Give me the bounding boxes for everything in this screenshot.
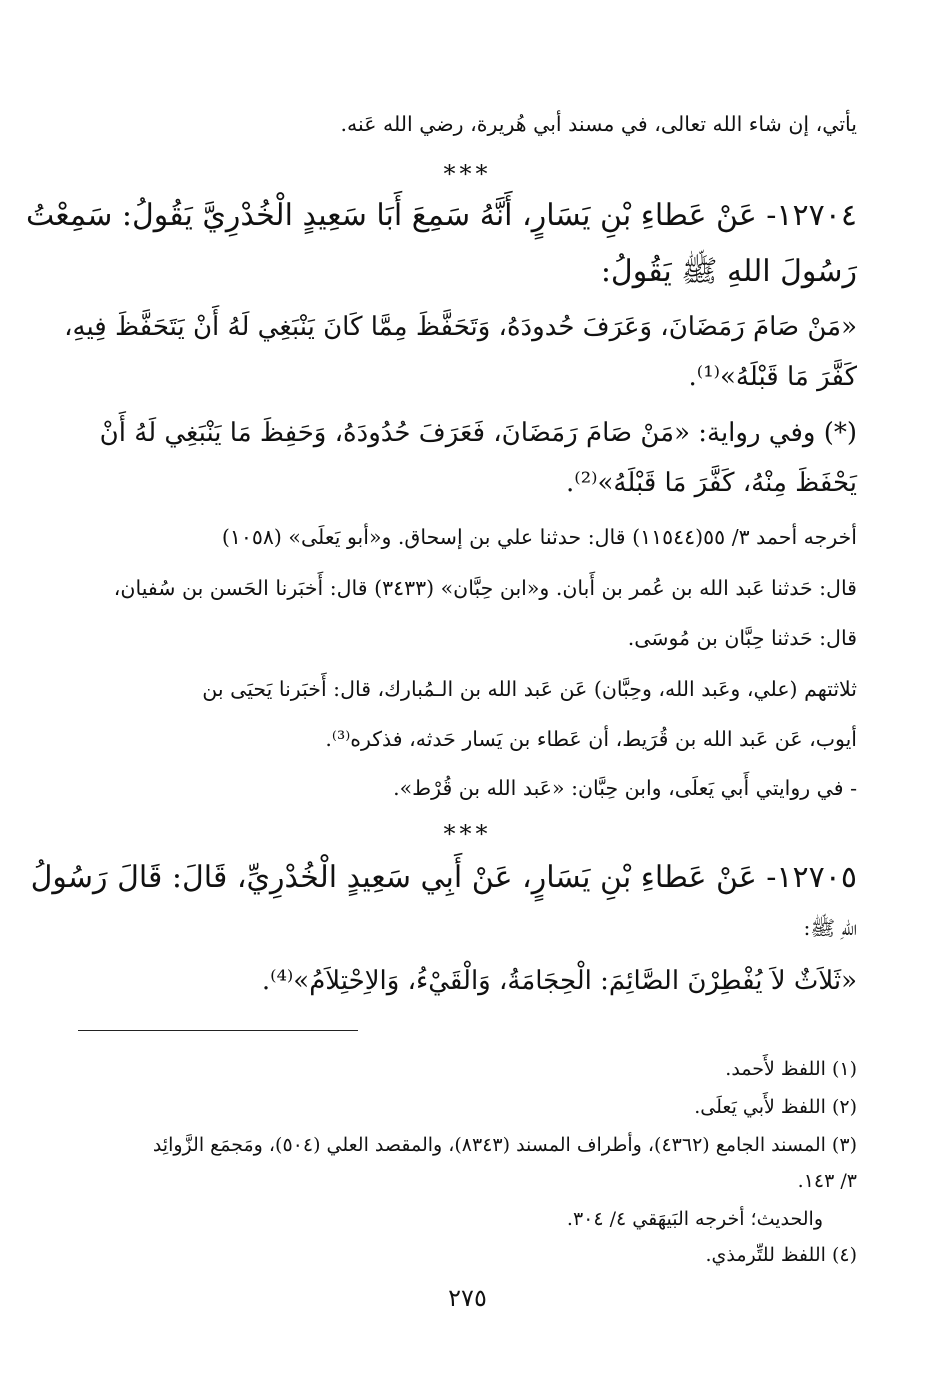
page-number: ٢٧٥ [448,1284,487,1312]
hadith-text: «ثَلاَثٌ لاَ يُفْطِرْنَ الصَّائِمَ: الْحِجَامَةُ، وَالْقَيْءُ، وَالاِحْتِلاَمُ»⁽⁴⁾. [261,966,857,996]
isnad-line: ثلاثتهم (علي، وعَبد الله، وحِبَّان) عَن عَبد الله بن الـمُبارك، قال: أَخبَرنا يَحيَى بن [202,677,857,701]
hadith-heading-continued: رَسُولَ اللهِ ﷺ يَقُولُ: [600,254,857,289]
takhrij-line: قال: حَدثنا حِبَّان بن مُوسَى. [627,626,857,650]
hadith-heading: ١٢٧٠٥- عَنْ عَطاءِ بْنِ يَسَارٍ، عَنْ أَبِي سَعِيدٍ الْخُدْرِيِّ، قَالَ: قَالَ رَسُولُ [30,860,857,895]
separator-stars: *** [443,820,492,848]
riwaya-text: (*) وفي رواية: «مَنْ صَامَ رَمَضَانَ، فَعَرَفَ حُدُودَهُ، وَحَفِظَ مَا يَنْبَغِي لَهُ أَنْ [99,418,857,448]
footnote-4: (٤) اللفظ للتِّرمذي. [705,1244,857,1266]
takhrij-line: أخرجه أحمد ٣/ ٥٥(١١٥٤٤) قال: حدثنا علي بن إسحاق. و«أبو يَعلَى» (١٠٥٨) [221,525,857,549]
footnote-1: (١) اللفظ لأَحمد. [725,1058,857,1080]
variant-note: - في روايتي أَبي يَعلَى، وابن حِبَّان: «عَبد الله بن قُرْط». [393,776,857,800]
hadith-heading-continued: اللهِ ﷺ: [803,916,857,940]
footnote-3-extra: والحديث؛ أخرجه البَيهَقي ٤/ ٣٠٤. [566,1208,823,1230]
footnote-separator [78,1030,358,1031]
hadith-text-continued: كَفَّرَ مَا قَبْلَهُ»⁽¹⁾. [688,362,857,392]
footnote-3: (٣) المسند الجامع (٤٣٦٢)، وأطراف المسند (٨٣٤٣)، والمقصد العلي (٥٠٤)، ومَجمَع الزَّوائِد [152,1134,857,1156]
takhrij-line: قال: حَدثنا عَبد الله بن عُمر بن أَبان. و«ابن حِبَّان» (٣٤٣٣) قال: أَخبَرنا الحَسن بن سُفيان، [113,576,857,600]
top-line: يأتي، إن شاء الله تعالى، في مسند أبي هُريرة، رضي الله عَنه. [340,112,857,136]
hadith-heading: ١٢٧٠٤- عَنْ عَطاءِ بْنِ يَسَارٍ، أَنَّهُ سَمِعَ أَبَا سَعِيدٍ الْخُدْرِيَّ يَقُولُ: سَمِعْتُ [25,198,857,233]
footnote-3-continued: ٣/ ١٤٣. [797,1170,857,1192]
riwaya-text-continued: يَحْفَظَ مِنْهُ، كَفَّرَ مَا قَبْلَهُ»⁽²⁾. [566,468,857,498]
footnote-2: (٢) اللفظ لأَبي يَعلَى. [694,1096,857,1118]
isnad-line: أيوب، عَن عَبد الله بن قُرَيط، أن عَطاء بن يَسار حَدثه، فذكره⁽³⁾. [325,727,857,751]
hadith-text: «مَنْ صَامَ رَمَضَانَ، وَعَرَفَ حُدودَهُ، وَتَحَفَّظَ مِمَّا كَانَ يَنْبَغِي لَهُ أَنْ يَتَحَفَّظَ فِيهِ، [64,312,857,342]
separator-stars: *** [443,160,492,188]
